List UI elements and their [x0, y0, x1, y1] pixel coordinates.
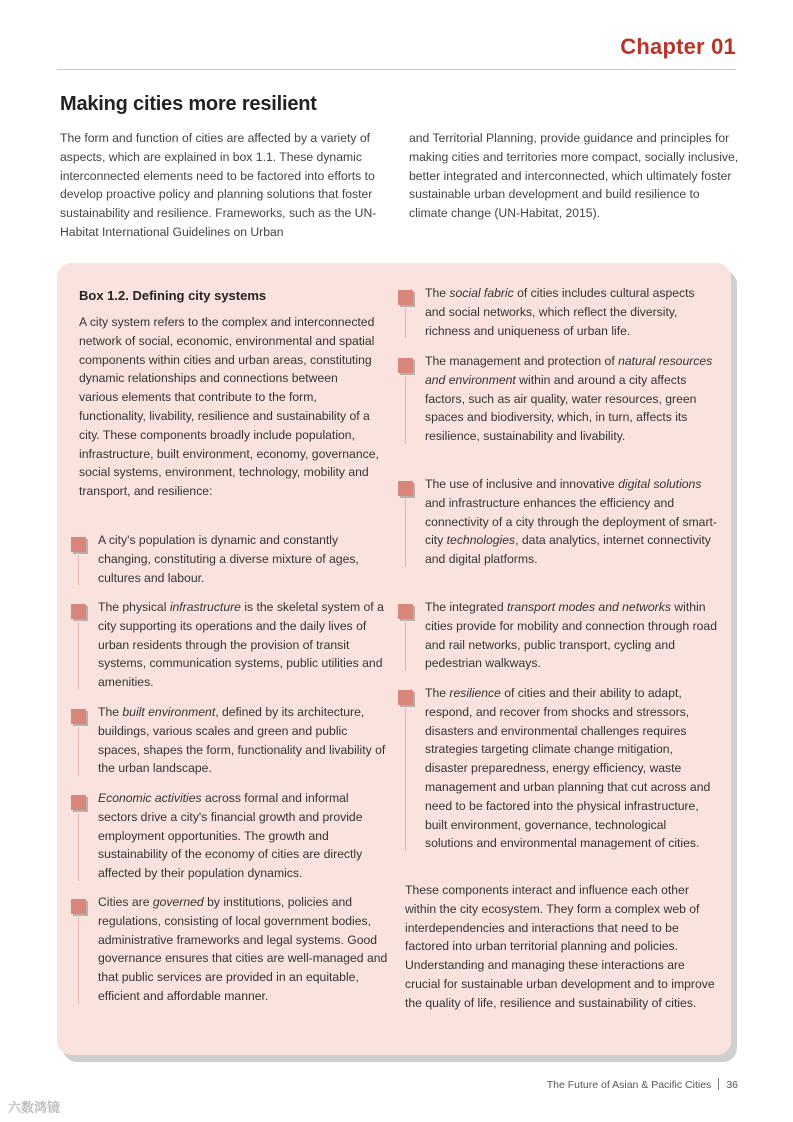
- list-item-population: A city's population is dynamic and constantly changing, constituting a diverse mixture of ages, cultures and labour.: [98, 531, 390, 587]
- bullet-connector: [405, 499, 406, 567]
- box-closing-paragraph: These components interact and influence each other within the city ecosystem. They form a complex web of interdependencies and interactions that need to be factored into urban territorial planning and policies. Understanding and managing these interactions are crucial for sustainable urban development and to improve the quality of life, resilience and sustainability of cities.: [405, 883, 715, 1010]
- square-bullet-icon: [71, 795, 86, 810]
- list-item-transport: The integrated transport modes and networks within cities provide for mobility and connection through road and rail networks, public transport, cycling and pedestrian walkways.: [425, 598, 717, 673]
- bullet-connector: [78, 622, 79, 690]
- list-item-resilience: The resilience of cities and their ability to adapt, respond, and recover from shocks and stressors, disasters and environmental challenges requires strategies targeting climate change mitigation, disaster preparedness, energy efficiency, waste management and urban planning that cut across and need to be factored into the physical infrastructure, built environment, governance, technological solutions and environmental management of cities.: [425, 684, 717, 853]
- list-item-built-environment: The built environment, defined by its architecture, buildings, various scales and green and public spaces, shapes the form, functionality and livability of the urban landscape.: [98, 703, 390, 778]
- intro-paragraph-left: The form and function of cities are affected by a variety of aspects, which are explained in box 1.1. These dynamic interconnected elements need to be factored into efforts to develop proactive policy and planning solutions that foster sustainability and resilience. Frameworks, such as the UN-Habitat International Guidelines on Urban: [60, 131, 377, 239]
- publication-title: The Future of Asian & Pacific Cities: [546, 1079, 712, 1091]
- list-item-governance: Cities are governed by institutions, policies and regulations, consisting of local government bodies, administrative frameworks and legal systems. Good governance ensures that cities are well-managed and that public services are provided in an equitable, efficient and affordable manner.: [98, 893, 390, 1006]
- square-bullet-icon: [71, 604, 86, 619]
- list-item-social-fabric: The social fabric of cities includes cultural aspects and social networks, which reflect the diversity, richness and uniqueness of urban life.: [425, 284, 717, 340]
- watermark: 六数鸿镜: [8, 1100, 61, 1115]
- box-title: Box 1.2. Defining city systems: [79, 288, 267, 303]
- list-item-digital-solutions: The use of inclusive and innovative digital solutions and infrastructure enhances the efficiency and connectivity of a city through the deployment of smart-city technologies, data analytics, internet connectivity and digital platforms.: [425, 475, 717, 569]
- bullet-connector: [78, 727, 79, 776]
- square-bullet-icon: [398, 481, 413, 496]
- bullet-connector: [405, 708, 406, 851]
- list-item-infrastructure: The physical infrastructure is the skeletal system of a city supporting its operations and the daily lives of urban residents through the provision of transit systems, communication systems, public utilities and amenities.: [98, 598, 390, 692]
- footer-divider: [718, 1078, 719, 1090]
- list-item-economy: Economic activities across formal and informal sectors drive a city's financial growth and provide employment opportunities. The growth and sustainability of the economy of cities are directly affected by their population dynamics.: [98, 789, 390, 883]
- square-bullet-icon: [398, 290, 413, 305]
- square-bullet-icon: [398, 358, 413, 373]
- bullet-connector: [78, 917, 79, 1004]
- bullet-connector: [405, 622, 406, 671]
- bullet-connector: [405, 308, 406, 338]
- square-bullet-icon: [71, 709, 86, 724]
- square-bullet-icon: [398, 604, 413, 619]
- square-bullet-icon: [398, 690, 413, 705]
- square-bullet-icon: [71, 537, 86, 552]
- chapter-label: Chapter 01: [620, 34, 736, 59]
- square-bullet-icon: [71, 899, 86, 914]
- bullet-connector: [405, 376, 406, 444]
- page-footer: [547, 1078, 738, 1091]
- bullet-connector: [78, 813, 79, 881]
- page-number: 36: [726, 1079, 738, 1091]
- bullet-connector: [78, 555, 79, 585]
- box-intro-paragraph: A city system refers to the complex and interconnected network of social, economic, environmental and spatial components within cities and urban areas, constituting dynamic relationships and connections between various elements that contribute to the form, functionality, livability, resilience and sustainability of a city. These components broadly include population, infrastructure, built environment, economy, governance, social systems, environment, technology, mobility and transport, and resilience:: [79, 315, 379, 499]
- section-title: Making cities more resilient: [60, 93, 317, 115]
- header-rule: [57, 69, 736, 70]
- intro-paragraph-right: and Territorial Planning, provide guidance and principles for making cities and territories more compact, socially inclusive, better integrated and interconnected, which ultimately foster sustainable urban development and build resilience to climate change (UN-Habitat, 2015).: [409, 131, 739, 221]
- list-item-natural-resources: The management and protection of natural resources and environment within and around a city affects factors, such as air quality, water resources, green spaces and biodiversity, which, in turn, affects its resilience, sustainability and livability.: [425, 352, 717, 446]
